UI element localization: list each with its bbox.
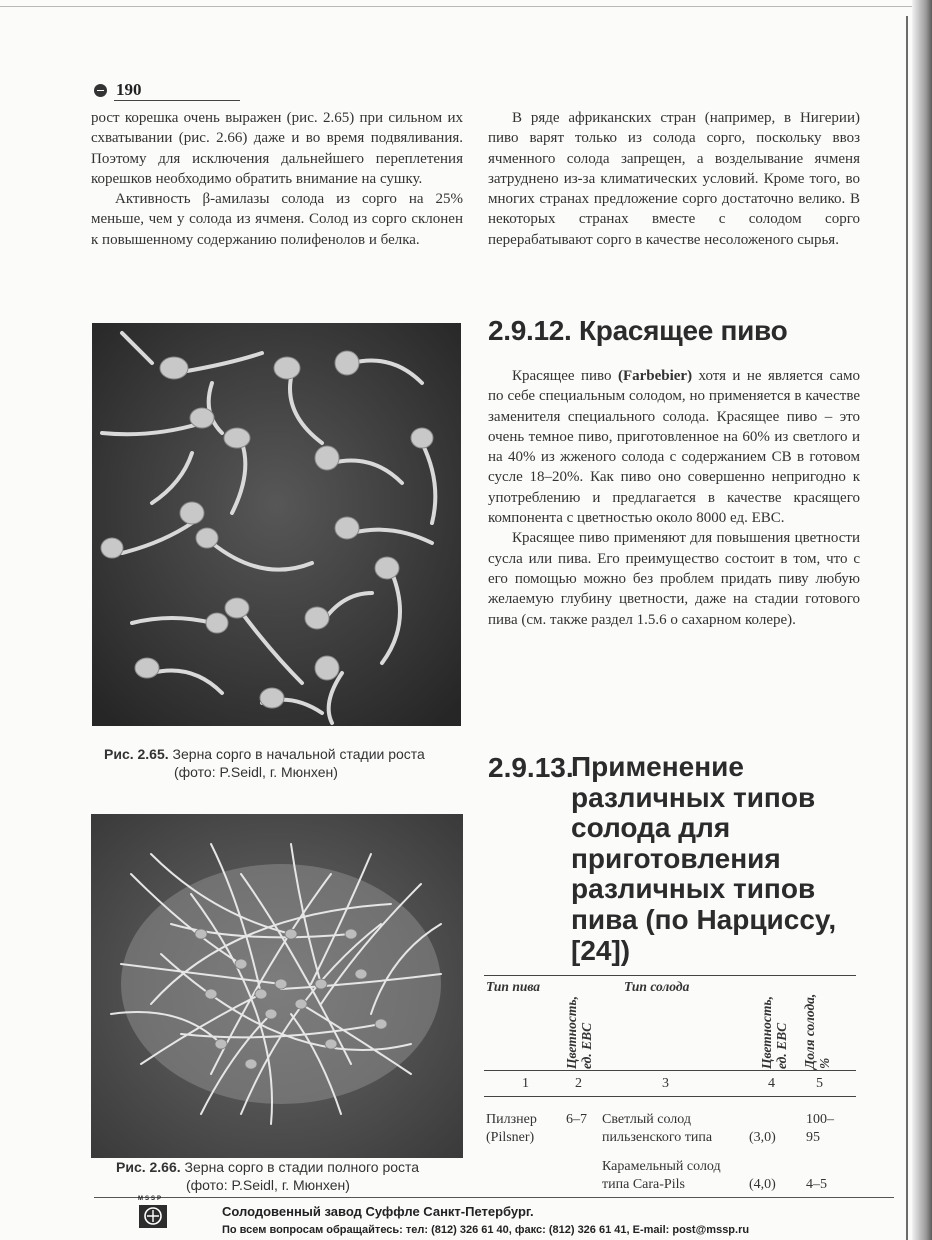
cell-share: 4–5	[806, 1177, 827, 1192]
figure-2-66-caption	[116, 1158, 466, 1194]
footer-contact: По всем вопросам обращайтесь: тел: (812) 326 61 40, факс: (812) 326 61 41, E-mail: post@mssp.ru	[222, 1224, 750, 1236]
paragraph: рост корешка очень выражен (рис. 2.65) при сильном их схватывании (рис. 2.66) даже и во время подвяливания. Поэтому для исключения дальнейшего переплетения корешков необходимо обратить внимание на сушку.	[91, 110, 463, 187]
text-run: Красящее пиво	[512, 368, 618, 384]
section-heading-2-9-12: 2.9.12. Красящее пиво	[488, 315, 788, 346]
grown-grains-image	[91, 814, 463, 1158]
cell-beer: Пилзнер	[486, 1112, 537, 1127]
header-malt-share: Доля солода, %	[802, 993, 832, 1069]
header-color-ebc: Цветность, ед. EBC	[564, 996, 594, 1069]
sprouting-grains-image	[92, 323, 461, 726]
cell-beer-alt: (Pilsner)	[486, 1130, 535, 1145]
paragraph: В ряде африканских стран (например, в Нигерии) пиво варят только из солода сорго, поскольку ввоз ячменного солода запрещен, а возделывание ячменя затруднено из-за климатических условий. Кроме того, во многих странах предложение сорго достаточно велико. В некоторых странах вместе с солодом сорго перерабатывают сорго в качестве несоложеного сырья.	[488, 110, 860, 248]
cell-color: 6–7	[566, 1112, 587, 1127]
header-rule	[114, 100, 240, 101]
caption-text: Зерна сорго в начальной стадии роста	[172, 746, 425, 762]
figure-2-66-photo	[91, 814, 463, 1158]
figure-label: Рис. 2.65.	[104, 746, 169, 762]
text-run: хотя и не является само по себе специальным солодом, но применяется в качестве заменителя специального солода. Красящее пиво – это очень темное пиво, приготовленное на 60% из светлого и на 40% из жженого солода с содержанием СВ в готовом сусле 18–20%. Как пиво оно совершенно непригодно к употреблению и предлагается в качестве красящего компонента с цветностью около 8000 ед. EBC.	[488, 368, 860, 527]
page-header	[94, 80, 854, 102]
footer-rule	[94, 1197, 894, 1198]
column-number: 5	[816, 1076, 823, 1091]
figure-label: Рис. 2.66.	[116, 1159, 181, 1175]
column-number: 3	[662, 1076, 669, 1091]
header-malt-type: Тип солода	[624, 979, 690, 994]
column-number-rule	[484, 1096, 856, 1097]
figure-2-65-caption	[104, 745, 464, 781]
cell-share: 100–	[806, 1112, 834, 1127]
page-footer	[94, 1196, 906, 1240]
table-top-rule	[484, 975, 856, 976]
cell-malt: Светлый солод	[602, 1112, 691, 1127]
paragraph: Красящее пиво применяют для повышения цветности сусла или пива. Его преимущество состоит в том, что с его помощью можно без проблем придать пиву любую желаемую глубину цветности, даже на стадии готового пива (см. также раздел 1.5.6 о сахарном колере).	[488, 530, 860, 628]
header-rule	[484, 1070, 856, 1071]
header-beer-type: Тип пива	[486, 979, 541, 994]
page-edge-line	[906, 16, 908, 1240]
column-number: 1	[522, 1076, 529, 1091]
malt-plant-logo-icon	[138, 1199, 168, 1229]
bold-term: (Farbebier)	[617, 368, 693, 384]
footer-logo-text: MSSP	[138, 1196, 164, 1202]
footer-company-name: Солодовенный завод Суффле Санкт-Петербург.	[222, 1204, 534, 1219]
section-heading-2-9-13: Применение различных типов солода для приготовления различных типов пива (по Нарциссу, [24])	[571, 751, 837, 966]
caption-credit: (фото: P.Seidl, г. Мюнхен)	[174, 764, 338, 780]
paragraph: Активность β-амилазы солода из сорго на 25% меньше, чем у солода из ячменя. Солод из сорго склонен к повышенному содержанию полифенолов и белка.	[91, 191, 463, 248]
column-number: 4	[768, 1076, 775, 1091]
binding-shadow	[912, 0, 932, 1240]
caption-credit: (фото: P.Seidl, г. Мюнхен)	[186, 1177, 350, 1193]
cell-malt-color: (4,0)	[749, 1177, 776, 1192]
cell-malt-line2: пильзенского типа	[602, 1130, 713, 1145]
section-number-2-9-13: 2.9.13.	[488, 752, 574, 783]
figure-2-65-photo	[92, 323, 461, 726]
caption-text: Зерна сорго в стадии полного роста	[184, 1159, 420, 1175]
column-number: 2	[575, 1076, 582, 1091]
left-column-text	[91, 108, 463, 250]
page-marker-icon	[94, 84, 107, 97]
top-edge-line	[0, 6, 932, 7]
paragraph	[488, 366, 860, 528]
cell-malt: Карамельный солод	[602, 1159, 721, 1174]
page-number: 190	[116, 80, 142, 99]
header-malt-color-ebc: Цветность, ед. EBC	[759, 996, 789, 1069]
cell-malt-color: (3,0)	[749, 1130, 776, 1145]
right-column-text	[488, 108, 860, 250]
cell-share-line2: 95	[806, 1130, 820, 1145]
section-2-9-12-text	[488, 366, 860, 630]
cell-malt-line2: типа Cara-Pils	[602, 1177, 685, 1192]
